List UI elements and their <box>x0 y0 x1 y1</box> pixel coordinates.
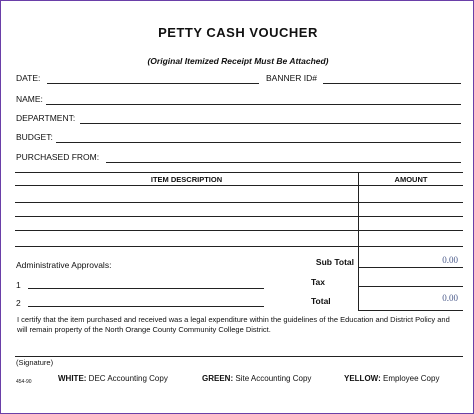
total-bottom-border <box>359 310 463 311</box>
green-copy-text: Site Accounting Copy <box>235 374 312 383</box>
tax-label: Tax <box>311 277 326 287</box>
subtotal-value[interactable]: 0.00 <box>442 255 458 265</box>
department-field[interactable] <box>80 123 461 124</box>
table-column-divider <box>358 172 359 311</box>
voucher-title: PETTY CASH VOUCHER <box>158 25 318 40</box>
subtotal-label: Sub Total <box>315 257 354 267</box>
form-number: 454-90 <box>16 379 32 385</box>
purchased-from-field[interactable] <box>106 162 461 163</box>
total-value[interactable]: 0.00 <box>442 293 458 303</box>
table-row[interactable] <box>15 216 463 217</box>
green-copy-note <box>202 374 311 383</box>
amount-header: AMOUNT <box>394 175 428 184</box>
date-field[interactable] <box>47 83 259 84</box>
yellow-copy-note <box>344 374 439 383</box>
white-copy-text: DEC Accounting Copy <box>88 374 168 383</box>
table-row[interactable] <box>15 202 463 203</box>
signature-label: (Signature) <box>16 358 54 367</box>
budget-label: BUDGET: <box>16 132 53 142</box>
approval-1-field[interactable] <box>28 288 264 289</box>
white-copy-note <box>58 374 168 383</box>
green-copy-color: GREEN: <box>202 374 234 383</box>
table-top-border <box>15 172 463 173</box>
banner-id-label: BANNER ID# <box>266 73 318 83</box>
approvals-label: Administrative Approvals: <box>16 260 112 270</box>
table-row[interactable] <box>15 246 463 247</box>
approval-2-field[interactable] <box>28 306 264 307</box>
voucher-subtitle: (Original Itemized Receipt Must Be Attached) <box>147 56 329 66</box>
approval-2-number: 2 <box>16 298 21 308</box>
subtotal-line <box>359 267 463 268</box>
table-row[interactable] <box>15 230 463 231</box>
total-label: Total <box>311 296 331 306</box>
yellow-copy-text: Employee Copy <box>382 374 440 383</box>
date-label: DATE: <box>16 73 41 83</box>
yellow-copy-color: YELLOW: <box>344 374 381 383</box>
item-description-header: ITEM DESCRIPTION <box>150 175 223 184</box>
department-label: DEPARTMENT: <box>16 113 76 123</box>
signature-field[interactable] <box>15 356 463 357</box>
certification-text: I certify that the item purchased and received was a legal expenditure within the guidelines of the Education and District Policy and will remain property of the North Orange County Community College District. <box>17 315 450 334</box>
name-field[interactable] <box>46 104 461 105</box>
approval-1-number: 1 <box>16 280 21 290</box>
purchased-from-label: PURCHASED FROM: <box>16 152 100 162</box>
table-header-border <box>15 185 463 186</box>
name-label: NAME: <box>16 94 43 104</box>
banner-id-field[interactable] <box>323 83 461 84</box>
white-copy-color: WHITE: <box>58 374 87 383</box>
tax-field[interactable] <box>359 286 463 287</box>
budget-field[interactable] <box>56 142 461 143</box>
